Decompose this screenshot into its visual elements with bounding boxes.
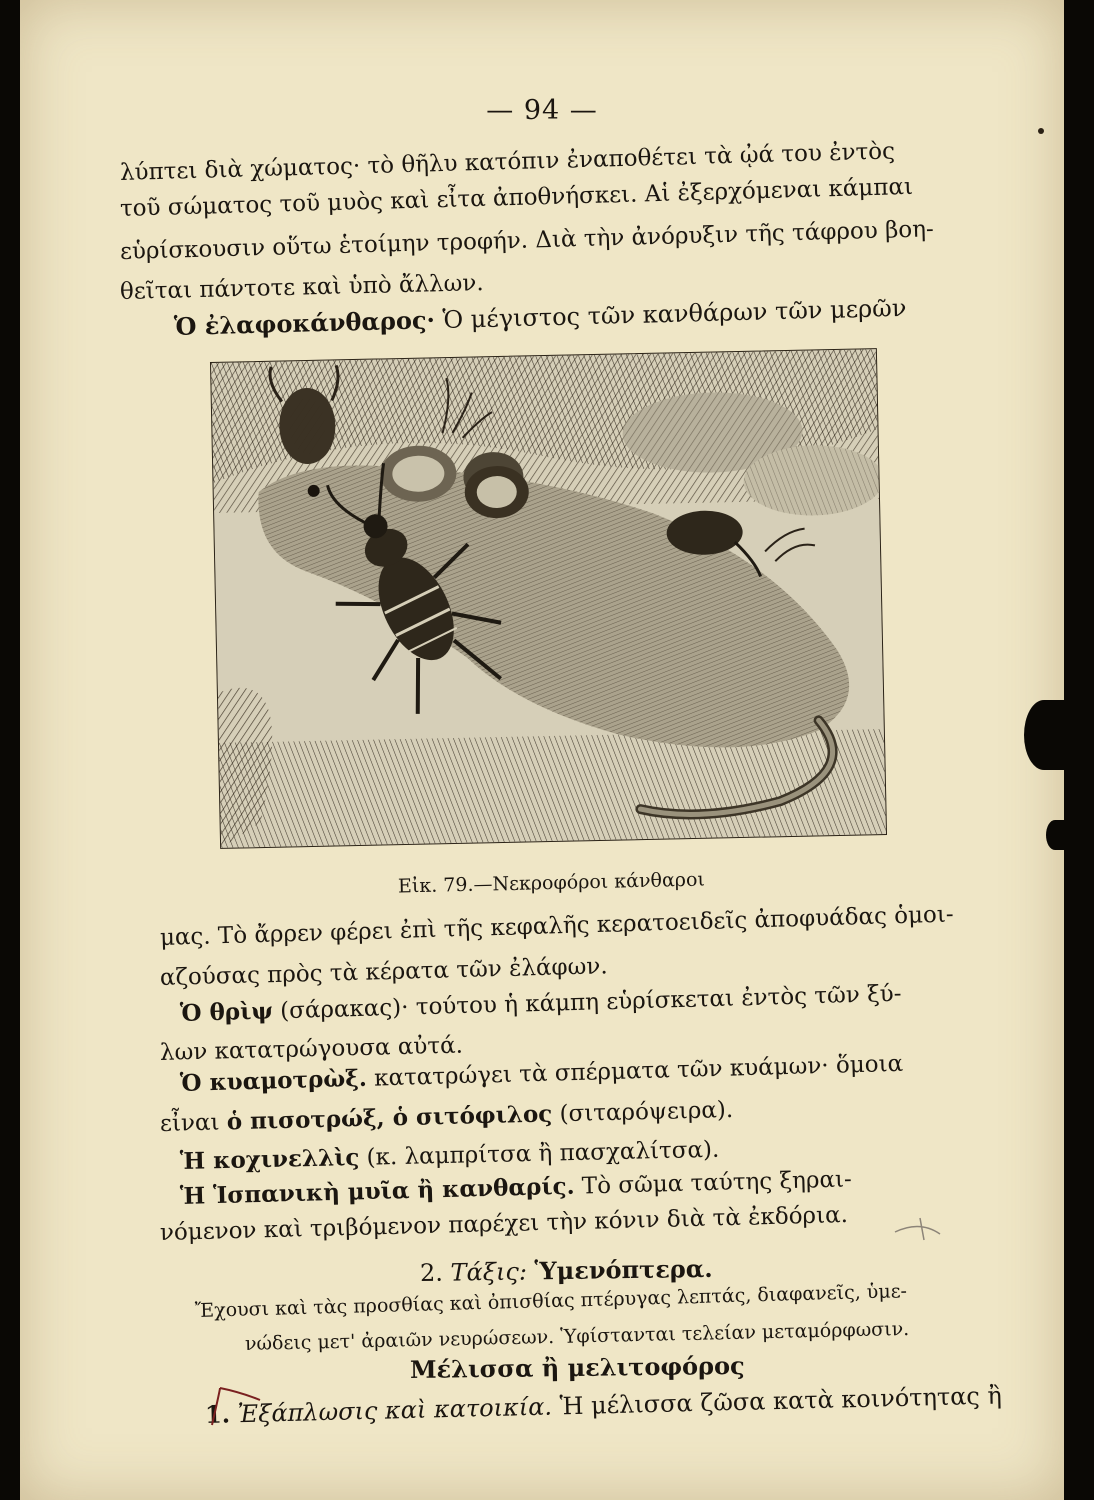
text-line-4: θεῖται πάντοτε καὶ ὑπὸ ἄλλων. [119,270,484,305]
text-line-3: εὑρίσκουσιν οὕτω ἑτοίμην τροφήν. Διὰ τὴν ἀνόρυξιν τῆς τάφρου βοη- [119,216,935,265]
book-page [20,0,1064,1500]
paragraph-pea-weevil [160,1096,734,1137]
term-bean-weevil: Ὁ κυαμοτρὼξ. [179,1064,368,1097]
text-line-7: αζούσας πρὸς τὰ κέρατα τῶν ἐλάφων. [159,953,608,991]
text-line-1: λύπτει διὰ χώματος· τὸ θῆλυ κατόπιν ἐναποθέτει τὰ ᾠά του ἐντὸς [119,138,896,186]
text-line-19: Ἡ μέλισσα ζῶσα κατὰ κοινότητας ἢ [559,1381,1003,1421]
order-label: Τάξις: [450,1257,528,1287]
paragraph-ladybird [180,1136,720,1175]
text-line-5: Ὁ μέγιστος τῶν κανθάρων τῶν μερῶν [442,293,907,334]
text-line-10: κατατρώγει τὰ σπέρματα τῶν κυάμων· ὅμοια [373,1050,904,1092]
text-line-9: λων κατατρώγουσα αὐτά. [159,1032,464,1066]
text-line-11-start: εἶναι [159,1109,220,1137]
text-line-2: τοῦ σώματος τοῦ μυὸς καὶ εἶτα ἀποθνήσκει. Αἱ ἐξερχόμεναι κάμπαι [119,173,914,222]
torn-edge-small [1046,820,1064,850]
page-number: — 94 — [486,95,598,126]
subheading-distribution: Ἐξάπλωσις καὶ κατοικία. [237,1392,553,1429]
text-line-13: Τὸ σῶμα ταύτης ξηραι- [581,1166,853,1200]
section-heading-bee: Μέλισσα ἢ μελιτοφόρος [409,1350,745,1384]
order-heading [420,1254,713,1287]
text-line-11: (σιταρόψειρα). [559,1096,734,1128]
paragraph-distribution [205,1381,1003,1429]
term-stag-beetle: Ὁ ἐλαφοκάνθαρος· [173,305,436,341]
text-line-14: νόμενον καὶ τριβόμενον παρέχει τὴν κόνιν διὰ τὰ ἐκδόρια. [159,1201,849,1246]
pencil-mark-arrow [200,1370,270,1430]
term-ladybird: Ἡ κοχινελλὶς [179,1143,360,1175]
text-line-6: μας. Τὸ ἄρρεν φέρει ἐπὶ τῆς κεφαλῆς κερατοειδεῖς ἀποφυάδας ὁμοι- [159,901,954,951]
order-name: Ὑμενόπτερα. [534,1253,713,1286]
figure-caption: Εἰκ. 79.—Νεκροφόροι κάνθαροι [397,868,706,898]
torn-edge [1024,700,1064,770]
text-line-12: (κ. λαμπρίτσα ἢ πασχαλίτσα). [366,1136,720,1171]
illustration-burying-beetles [210,348,887,849]
pencil-mark [890,1200,950,1260]
item-number: 1. [204,1399,231,1429]
term-pea-weevil: ὁ πισοτρώξ, ὁ σιτόφιλος [226,1100,553,1136]
text-line-16: Ἔχουσι καὶ τὰς προσθίας καὶ ὀπισθίας πτέρυγας λεπτάς, διαφανεῖς, ὑμε- [194,1280,908,1322]
ink-spot [1038,128,1044,134]
term-spanish-fly: Ἡ Ἱσπανικὴ μυῖα ἢ κανθαρίς. [179,1172,575,1210]
text-line-17: νώδεις μετ' ἀραιῶν νευρώσεων. Ὑφίστανται τελείαν μεταμόρφωσιν. [244,1317,910,1355]
text-line-8: (σάρακας)· τούτου ἡ κάμπη εὑρίσκεται ἐντὸς τῶν ξύ- [279,980,902,1025]
term-thrips: Ὁ θρὶψ [179,997,274,1027]
order-number: 2. [419,1258,444,1287]
